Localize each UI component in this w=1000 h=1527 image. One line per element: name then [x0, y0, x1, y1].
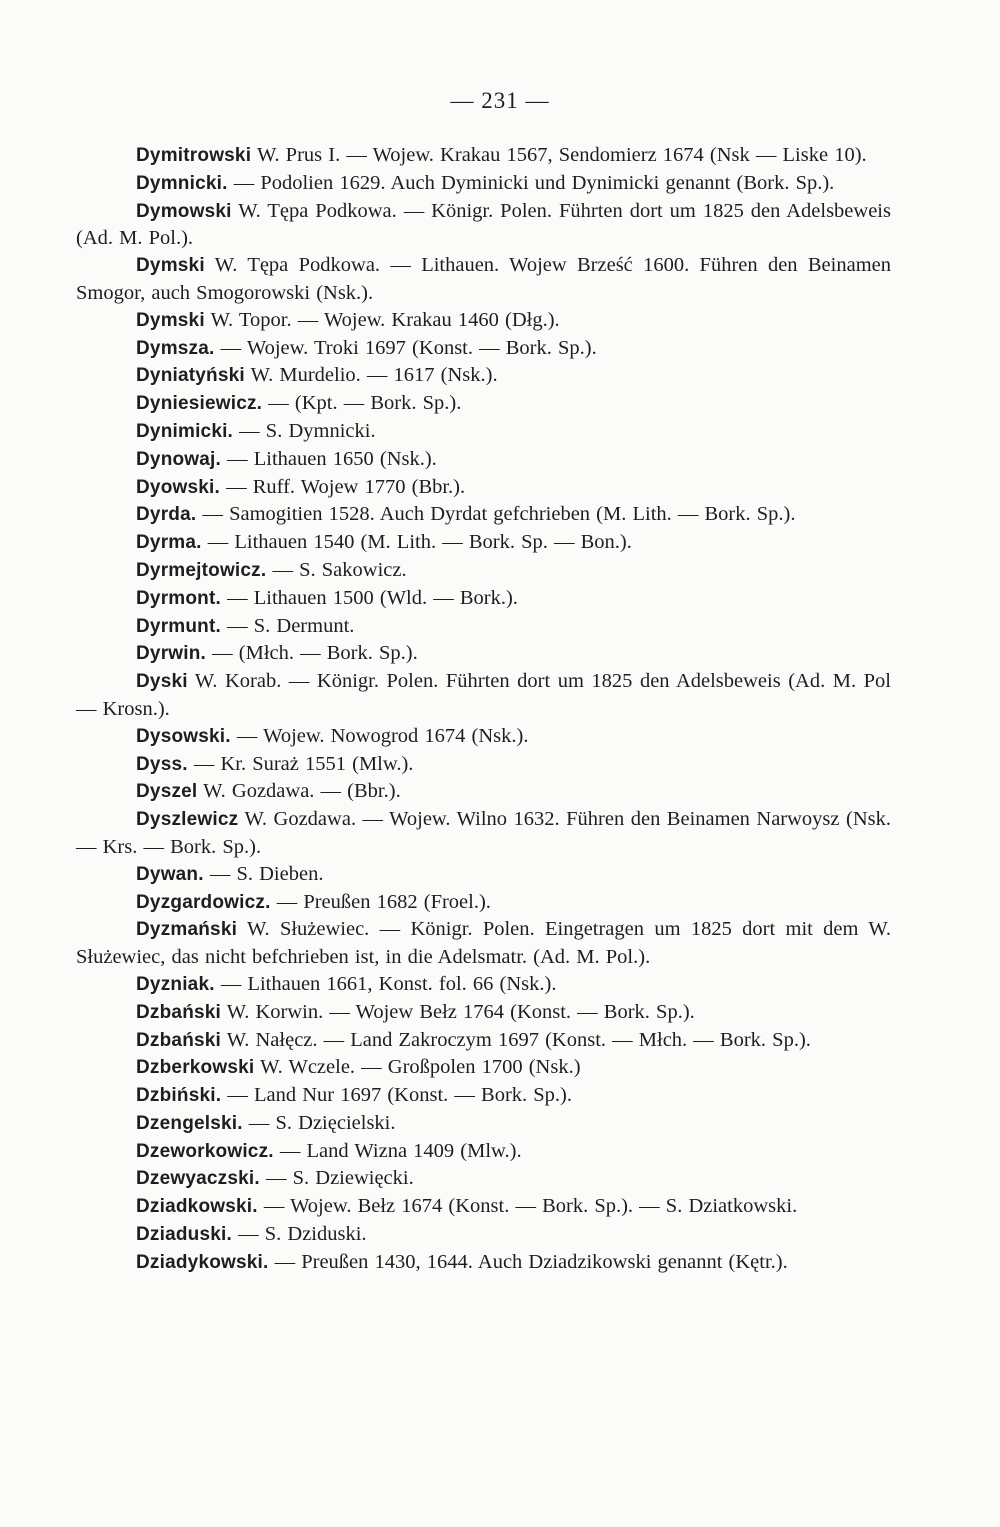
entry-name: Dyski — [136, 671, 188, 693]
entry-text: W. Tępa Podkowa. — Königr. Polen. Führten dort um 1825 den Adelsbeweis (Ad. M. Pol.). — [76, 199, 891, 250]
entry-name: Dyniesiewicz. — [136, 393, 263, 415]
entry-text: W. Gozdawa. — (Bbr.). — [203, 780, 401, 803]
entry-text: — Lithauen 1500 (Wld. — Bork.). — [227, 586, 518, 609]
entry-text: — Lithauen 1650 (Nsk.). — [227, 447, 437, 470]
entry-text: — S. Dermunt. — [227, 614, 355, 637]
entry-name: Dywan. — [136, 863, 204, 885]
entry-name: Dyrwin. — [136, 643, 207, 665]
page-number: — 231 — — [450, 88, 550, 113]
entry-name: Dysowski. — [136, 725, 231, 747]
entry-text: W. Korab. — Königr. Polen. Führten dort um 1825 den Adelsbeweis (Ad. M. Pol — Krosn.). — [76, 670, 891, 720]
entry-text: — S. Dymnicki. — [239, 419, 376, 442]
entry-name: Dymnicki. — [136, 172, 228, 194]
entry — [76, 390, 891, 418]
entry — [76, 889, 891, 917]
entry — [76, 1054, 891, 1082]
entry-name: Dynowaj. — [136, 448, 222, 470]
entry-name: Dziadkowski. — [136, 1196, 258, 1218]
entry-text: — S. Dziduski. — [238, 1223, 367, 1246]
entry — [76, 1138, 891, 1166]
entry-name: Dyrma. — [136, 532, 202, 554]
entry-name: Dyrmont. — [136, 587, 221, 609]
entry — [76, 585, 891, 613]
entry — [76, 474, 891, 502]
entry-text: — Ruff. Wojew 1770 (Bbr.). — [226, 475, 466, 498]
entry-text: — Wojew. Troki 1697 (Konst. — Bork. Sp.). — [220, 336, 597, 359]
entry-text: — Podolien 1629. Auch Dyminicki und Dynimicki genannt (Bork. Sp.). — [233, 171, 835, 194]
entry — [76, 751, 891, 779]
entry-name: Dzbiński. — [136, 1085, 222, 1107]
entry — [76, 1165, 891, 1193]
entry-text: — Preußen 1430, 1644. Auch Dziadzikowski genannt (Kętr.). — [274, 1250, 788, 1273]
entry — [76, 307, 891, 335]
entry-list — [76, 142, 891, 1277]
entry — [76, 778, 891, 806]
entry — [76, 613, 891, 641]
entry — [76, 640, 891, 668]
entry-text: W. Tępa Podkowa. — Lithauen. Wojew Brześć 1600. Führen den Beinamen Smogor, auch Smogorowski (Nsk.). — [76, 254, 891, 304]
entry — [76, 501, 891, 529]
entry-text: — S. Dzięcielski. — [248, 1111, 396, 1134]
entry — [76, 198, 891, 253]
entry-name: Dzbański — [136, 1001, 222, 1023]
entry-text: W. Nałęcz. — Land Zakroczym 1697 (Konst. — Młch. — Bork. Sp.). — [226, 1028, 811, 1051]
entry — [76, 529, 891, 557]
entry-name: Dyzniak. — [136, 973, 215, 995]
entry-text: W. Murdelio. — 1617 (Nsk.). — [250, 364, 498, 387]
entry-text: W. Służewiec. — Königr. Polen. Eingetragen um 1825 dort mit dem W. Służewiec, das nicht befchrieben ist, in die Adelsmatr. (Ad. M. Pol.). — [76, 918, 891, 969]
entry — [76, 723, 891, 751]
entry-name: Dzbański — [136, 1029, 222, 1051]
entry — [76, 142, 891, 170]
entry-name: Dymski — [136, 309, 205, 331]
entry-text: — Wojew. Nowogrod 1674 (Nsk.). — [236, 724, 529, 747]
entry — [76, 916, 891, 971]
entry — [76, 971, 891, 999]
entry-text: — Samogitien 1528. Auch Dyrdat gefchrieben (M. Lith. — Bork. Sp.). — [202, 503, 796, 526]
entry-text: — S. Dziewięcki. — [265, 1167, 414, 1190]
entry — [76, 335, 891, 363]
entry-text: W. Prus I. — Wojew. Krakau 1567, Sendomierz 1674 (Nsk — Liske 10). — [256, 144, 867, 166]
entry-text: — (Kpt. — Bork. Sp.). — [268, 392, 462, 415]
entry-text: — Land Wizna 1409 (Mlw.). — [279, 1139, 522, 1162]
entry-name: Dzeworkowicz. — [136, 1140, 274, 1162]
entry — [76, 1027, 891, 1055]
entry — [76, 861, 891, 889]
entry — [76, 999, 891, 1027]
entry-text: — Land Nur 1697 (Konst. — Bork. Sp.). — [227, 1084, 573, 1107]
entry-text: — (Młch. — Bork. Sp.). — [212, 642, 418, 665]
entry-text: — Lithauen 1540 (M. Lith. — Bork. Sp. — Bon.). — [207, 531, 632, 554]
entry-name: Dzewyaczski. — [136, 1168, 260, 1190]
entry — [76, 806, 891, 861]
entry — [76, 446, 891, 474]
entry-name: Dyrmejtowicz. — [136, 559, 267, 581]
entry-text: W. Gozdawa. — Wojew. Wilno 1632. Führen den Beinamen Narwoysz (Nsk. — Krs. — Bork. Sp.). — [76, 808, 891, 858]
entry-text: — S. Dieben. — [209, 862, 324, 885]
entry-name: Dymowski — [136, 200, 232, 222]
entry — [76, 362, 891, 390]
entry-text: W. Korwin. — Wojew Bełz 1764 (Konst. — Bork. Sp.). — [226, 1000, 695, 1023]
entry-text: — S. Sakowicz. — [272, 558, 407, 581]
entry-name: Dymski — [136, 255, 205, 277]
entry-name: Dymsza. — [136, 337, 215, 359]
entry-name: Dyszlewicz — [136, 809, 239, 831]
entry-name: Dyrda. — [136, 504, 197, 526]
entry — [76, 1110, 891, 1138]
entry-name: Dzberkowski — [136, 1057, 255, 1079]
entry — [76, 557, 891, 585]
entry — [76, 1249, 891, 1277]
entry — [76, 252, 891, 307]
entry-name: Dyszel — [136, 781, 198, 803]
entry — [76, 1193, 891, 1221]
entry-name: Dyowski. — [136, 476, 220, 498]
entry — [76, 1221, 891, 1249]
entry — [76, 1082, 891, 1110]
entry-name: Dyzmański — [136, 919, 238, 941]
entry-name: Dziaduski. — [136, 1224, 232, 1246]
entry-name: Dyzgardowicz. — [136, 891, 271, 913]
entry-text: W. Wczele. — Großpolen 1700 (Nsk.) — [260, 1056, 581, 1079]
entry-name: Dyss. — [136, 753, 188, 775]
entry-text: — Kr. Suraż 1551 (Mlw.). — [193, 752, 414, 775]
entry — [76, 170, 891, 198]
entry-name: Dynimicki. — [136, 420, 234, 442]
entry-name: Dzengelski. — [136, 1112, 243, 1134]
entry-text: W. Topor. — Wojew. Krakau 1460 (Dłg.). — [210, 308, 560, 331]
entry-name: Dziadykowski. — [136, 1251, 269, 1273]
entry-text: — Lithauen 1661, Konst. fol. 66 (Nsk.). — [220, 972, 557, 995]
entry-name: Dyrmunt. — [136, 615, 221, 637]
entry — [76, 668, 891, 723]
entry-name: Dymitrowski — [136, 145, 252, 166]
entry-text: — Wojew. Bełz 1674 (Konst. — Bork. Sp.). — S. Dziatkowski. — [263, 1195, 798, 1218]
entry-text: — Preußen 1682 (Froel.). — [276, 890, 491, 913]
entry-name: Dyniatyński — [136, 365, 245, 387]
entry — [76, 418, 891, 446]
